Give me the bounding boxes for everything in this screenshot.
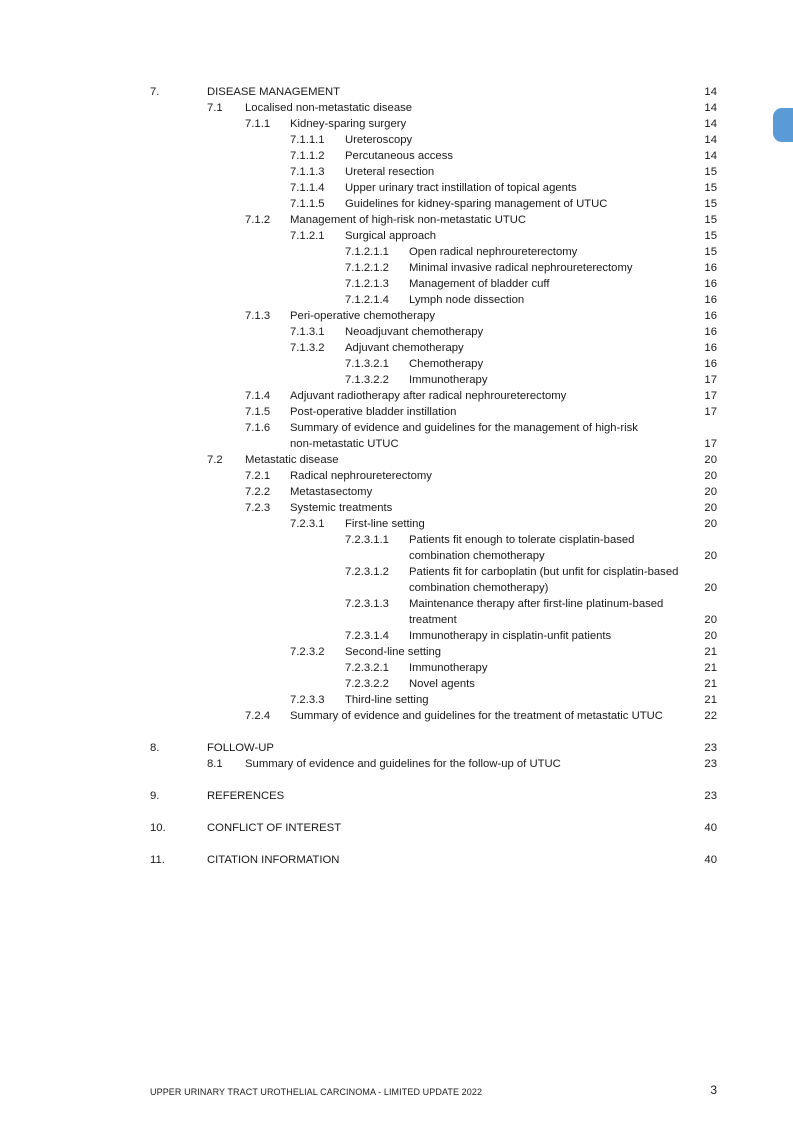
page-number: 3 [710, 1083, 717, 1097]
toc-entry-page: 15 [704, 182, 717, 194]
toc-entry-title: First-line setting [345, 518, 425, 530]
toc-entry[interactable] [0, 532, 793, 548]
toc-entry-title: CONFLICT OF INTEREST [207, 822, 342, 834]
toc-entry-page: 21 [704, 678, 717, 690]
toc-entry-title: CITATION INFORMATION [207, 854, 340, 866]
toc-entry-number: 7.1.2.1.2 [345, 262, 389, 274]
toc-entry-number: 7.1.5 [245, 406, 271, 418]
toc-entry[interactable] [0, 436, 793, 452]
toc-entry-page: 16 [704, 294, 717, 306]
toc-entry[interactable] [0, 596, 793, 612]
toc-entry[interactable] [0, 420, 793, 436]
toc-entry-title: Lymph node dissection [409, 294, 525, 306]
toc-entry-page: 14 [704, 150, 717, 162]
toc-entry-page: 16 [704, 262, 717, 274]
toc-entry-title: Adjuvant chemotherapy [345, 342, 464, 354]
toc-entry-title: Immunotherapy [409, 662, 488, 674]
toc-entry-number: 7.1.1.3 [290, 166, 325, 178]
toc-entry-title: Management of high-risk non-metastatic UTUC [290, 214, 527, 226]
toc-entry-number: 7.1.1 [245, 118, 271, 130]
toc-entry-title: DISEASE MANAGEMENT [207, 86, 341, 98]
toc-entry-title: Immunotherapy [409, 374, 488, 386]
toc-entry-page: 16 [704, 310, 717, 322]
toc-entry-title: combination chemotherapy) [409, 582, 549, 594]
toc-entry-page: 17 [704, 406, 717, 418]
toc-entry[interactable] [0, 292, 793, 308]
toc-entry-page: 16 [704, 278, 717, 290]
toc-entry-title: Surgical approach [345, 230, 437, 242]
toc-spacer [0, 724, 793, 740]
toc-entry-page: 15 [704, 198, 717, 210]
toc-entry[interactable] [0, 580, 793, 596]
toc-entry-number: 7.2.1 [245, 470, 271, 482]
toc-entry-title: Minimal invasive radical nephroureterectomy [409, 262, 633, 274]
toc-entry-title: Management of bladder cuff [409, 278, 550, 290]
toc-entry-number: 7.2.3.1.4 [345, 630, 389, 642]
toc-entry-title: Maintenance therapy after first-line platinum-based [409, 598, 664, 610]
toc-entry[interactable] [0, 820, 793, 836]
toc-entry[interactable] [0, 100, 793, 116]
toc-entry-number: 7.1.3.2 [290, 342, 325, 354]
toc-entry-page: 20 [704, 502, 717, 514]
toc-entry-number: 7.1.6 [245, 422, 271, 434]
toc-entry-number: 7.1.2.1.1 [345, 246, 389, 258]
toc-entry-title: Metastatic disease [245, 454, 339, 466]
toc-entry-page: 21 [704, 646, 717, 658]
toc-entry[interactable] [0, 356, 793, 372]
toc-entry-page: 17 [704, 374, 717, 386]
toc-entry-number: 7.1.3.1 [290, 326, 325, 338]
toc-entry-title: Immunotherapy in cisplatin-unfit patients [409, 630, 612, 642]
toc-entry-number: 7.1.3.2.2 [345, 374, 389, 386]
toc-entry-page: 40 [704, 822, 717, 834]
toc-entry[interactable] [0, 196, 793, 212]
toc-entry[interactable] [0, 788, 793, 804]
toc-entry-page: 15 [704, 214, 717, 226]
toc-entry-page: 14 [704, 86, 717, 98]
toc-entry[interactable] [0, 452, 793, 468]
toc-entry-number: 7.1.3.2.1 [345, 358, 389, 370]
toc-entry[interactable] [0, 308, 793, 324]
toc-entry-title: Summary of evidence and guidelines for the follow-up of UTUC [245, 758, 561, 770]
toc-entry-title: REFERENCES [207, 790, 285, 802]
toc-entry-page: 20 [704, 550, 717, 562]
toc-entry-number: 7.2.3.3 [290, 694, 325, 706]
toc-entry-number: 7.2.3.1 [290, 518, 325, 530]
toc-entry-page: 23 [704, 742, 717, 754]
toc-entry-page: 22 [704, 710, 717, 722]
toc-entry[interactable] [0, 260, 793, 276]
toc-entry-title: Ureteroscopy [345, 134, 413, 146]
toc-entry[interactable] [0, 500, 793, 516]
toc-entry[interactable] [0, 244, 793, 260]
toc-entry-title: Ureteral resection [345, 166, 435, 178]
toc-entry-page: 17 [704, 390, 717, 402]
toc-entry-number: 8.1 [207, 758, 223, 770]
toc-entry-page: 14 [704, 134, 717, 146]
toc-entry[interactable] [0, 708, 793, 724]
toc-spacer [0, 804, 793, 820]
toc-entry[interactable] [0, 388, 793, 404]
toc-entry[interactable] [0, 612, 793, 628]
toc-entry-title: non-metastatic UTUC [290, 438, 399, 450]
toc-entry-page: 15 [704, 166, 717, 178]
toc-entry-page: 14 [704, 102, 717, 114]
toc-entry-number: 7.1.1.1 [290, 134, 325, 146]
toc-entry[interactable] [0, 84, 793, 100]
toc-entry-number: 7. [150, 86, 160, 98]
toc-entry[interactable] [0, 404, 793, 420]
toc-entry[interactable] [0, 340, 793, 356]
toc-entry-page: 23 [704, 790, 717, 802]
toc-entry-title: Novel agents [409, 678, 475, 690]
toc-entry-page: 15 [704, 230, 717, 242]
toc-entry-title: Metastasectomy [290, 486, 373, 498]
toc-entry-number: 7.1.1.2 [290, 150, 325, 162]
toc-entry-title: Adjuvant radiotherapy after radical nephroureterectomy [290, 390, 567, 402]
toc-entry-page: 40 [704, 854, 717, 866]
toc-entry-page: 20 [704, 582, 717, 594]
toc-entry[interactable] [0, 180, 793, 196]
toc-entry-title: Patients fit for carboplatin (but unfit for cisplatin-based [409, 566, 679, 578]
toc-entry[interactable] [0, 324, 793, 340]
toc-entry-number: 7.2.3.2.1 [345, 662, 389, 674]
toc-entry-number: 7.1.2 [245, 214, 271, 226]
footer-title: UPPER URINARY TRACT UROTHELIAL CARCINOMA - LIMITED UPDATE 2022 [150, 1087, 483, 1097]
toc-entry-number: 7.2.2 [245, 486, 271, 498]
toc-entry-title: combination chemotherapy [409, 550, 545, 562]
toc-entry-title: Peri-operative chemotherapy [290, 310, 436, 322]
toc-entry-title: Percutaneous access [345, 150, 454, 162]
toc-entry-page: 20 [704, 470, 717, 482]
toc-entry[interactable] [0, 644, 793, 660]
toc-entry-page: 21 [704, 694, 717, 706]
toc-entry[interactable] [0, 676, 793, 692]
toc-entry-number: 8. [150, 742, 160, 754]
toc-entry-number: 7.1.1.5 [290, 198, 325, 210]
toc-entry-number: 7.2.4 [245, 710, 271, 722]
toc-entry[interactable] [0, 660, 793, 676]
toc-entry-title: Radical nephroureterectomy [290, 470, 432, 482]
toc-entry-number: 7.2.3.2 [290, 646, 325, 658]
toc-entry[interactable] [0, 212, 793, 228]
toc-entry-number: 7.1.2.1.4 [345, 294, 389, 306]
toc-entry-page: 20 [704, 454, 717, 466]
toc-entry-page: 16 [704, 326, 717, 338]
toc-entry[interactable] [0, 132, 793, 148]
toc-entry-number: 9. [150, 790, 160, 802]
toc-entry-title: Localised non-metastatic disease [245, 102, 413, 114]
toc-entry-number: 7.2.3 [245, 502, 271, 514]
toc-entry-page: 20 [704, 614, 717, 626]
toc-entry-page: 14 [704, 118, 717, 130]
toc-entry-number: 7.2.3.1.1 [345, 534, 389, 546]
toc-entry-title: Patients fit enough to tolerate cisplatin-based [409, 534, 635, 546]
toc-entry-number: 7.1 [207, 102, 223, 114]
toc-entry-number: 7.1.1.4 [290, 182, 325, 194]
toc-entry-number: 7.2.3.1.2 [345, 566, 389, 578]
toc-entry-title: Systemic treatments [290, 502, 393, 514]
toc-entry-page: 20 [704, 630, 717, 642]
toc-entry-title: Kidney-sparing surgery [290, 118, 407, 130]
toc-entry-page: 17 [704, 438, 717, 450]
toc-entry-number: 7.1.2.1 [290, 230, 325, 242]
toc-entry-number: 11. [150, 854, 165, 866]
toc-entry[interactable] [0, 228, 793, 244]
toc-spacer [0, 772, 793, 788]
toc-entry-title: Summary of evidence and guidelines for the management of high-risk [290, 422, 638, 434]
toc-entry-title: Upper urinary tract instillation of topical agents [345, 182, 577, 194]
toc-entry-page: 21 [704, 662, 717, 674]
toc-entry-number: 7.2.3.1.3 [345, 598, 389, 610]
toc-entry-title: Chemotherapy [409, 358, 484, 370]
toc-entry-number: 7.1.3 [245, 310, 271, 322]
toc-entry-title: FOLLOW-UP [207, 742, 274, 754]
toc-entry-title: Post-operative bladder instillation [290, 406, 457, 418]
toc-entry[interactable] [0, 148, 793, 164]
toc-entry-title: Neoadjuvant chemotherapy [345, 326, 484, 338]
toc-entry-title: Open radical nephroureterectomy [409, 246, 578, 258]
toc-entry-number: 7.1.4 [245, 390, 271, 402]
toc-entry[interactable] [0, 740, 793, 756]
toc-entry[interactable] [0, 564, 793, 580]
toc-entry[interactable] [0, 116, 793, 132]
toc-entry-number: 10. [150, 822, 166, 834]
toc-entry-title: Guidelines for kidney-sparing management of UTUC [345, 198, 608, 210]
toc-entry-page: 20 [704, 486, 717, 498]
toc-entry[interactable] [0, 852, 793, 868]
toc-entry[interactable] [0, 548, 793, 564]
toc-entry-number: 7.2 [207, 454, 223, 466]
toc-entry-page: 23 [704, 758, 717, 770]
toc-entry-page: 15 [704, 246, 717, 258]
toc-entry[interactable] [0, 276, 793, 292]
toc-spacer [0, 836, 793, 852]
toc-entry[interactable] [0, 372, 793, 388]
toc-entry[interactable] [0, 628, 793, 644]
toc-entry[interactable] [0, 756, 793, 772]
toc-entry-page: 16 [704, 358, 717, 370]
toc-entry-title: Summary of evidence and guidelines for the treatment of metastatic UTUC [290, 710, 663, 722]
toc-entry-title: Third-line setting [345, 694, 429, 706]
toc-entry[interactable] [0, 516, 793, 532]
toc-entry[interactable] [0, 164, 793, 180]
toc-entry[interactable] [0, 692, 793, 708]
toc-entry-number: 7.2.3.2.2 [345, 678, 389, 690]
toc-entry[interactable] [0, 484, 793, 500]
toc-entry-page: 16 [704, 342, 717, 354]
toc-entry-number: 7.1.2.1.3 [345, 278, 389, 290]
toc-entry-title: treatment [409, 614, 457, 626]
toc-entry-title: Second-line setting [345, 646, 442, 658]
toc-entry-page: 20 [704, 518, 717, 530]
toc-entry[interactable] [0, 468, 793, 484]
